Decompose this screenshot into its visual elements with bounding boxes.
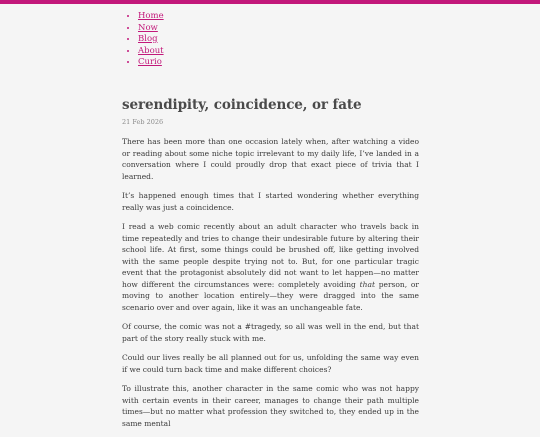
- nav-item-now: [138, 23, 164, 35]
- post-text: person, or moving to another location entirely—they were dragged into the same scenario over and over again, like it was an unchangeable fate.: [122, 279, 419, 312]
- post-title: serendipity, coincidence, or fate: [122, 97, 362, 113]
- post-paragraph: To illustrate this, another character in the same comic who was not happy with certain events in their career, manages to change their path multiple times—but no matter what profession they switched to, they ended up in the same mental: [122, 384, 419, 428]
- top-accent-bar: [0, 0, 540, 4]
- post-paragraph: There has been more than one occasion lately when, after watching a video or reading about some niche topic irrelevant to my daily life, I’ve landed in a conversation where I could proudly drop that exact piece of trivia that I learned.: [122, 137, 419, 181]
- nav-item-about: [138, 46, 164, 58]
- nav-link-blog[interactable]: Blog: [138, 34, 158, 44]
- nav-item-curio: [138, 57, 164, 69]
- post-emphasis: that: [359, 279, 375, 289]
- post-container: [122, 96, 419, 437]
- nav-item-blog: [138, 34, 164, 46]
- post-text: I read a web comic recently about an adult character who travels back in time repeatedly and tries to change their undesirable future by altering their school life. At first, some things could be brushed off, like getting involved with the same people despite trying not to. But, for one particular tragic event that the protagonist absolutely did not want to let happen—no matter how different the circumstances were: completely avoiding: [122, 222, 419, 289]
- nav-link-now[interactable]: Now: [138, 22, 158, 33]
- post-paragraph: [122, 221, 419, 313]
- post-paragraph: It’s happened enough times that I started wondering whether everything really was just a coincidence.: [122, 191, 419, 212]
- post-paragraph: Could our lives really be all planned out for us, unfolding the same way even if we could turn back time and make different choices?: [122, 353, 419, 374]
- nav-link-home[interactable]: Home: [138, 11, 164, 21]
- site-nav: [122, 11, 164, 69]
- nav-link-curio[interactable]: Curio: [138, 57, 162, 67]
- post-body: [122, 136, 419, 429]
- post-date: 21 Feb 2026: [122, 118, 164, 126]
- nav-item-home: [138, 11, 164, 23]
- post-paragraph: Of course, the comic was not a #tragedy, so all was well in the end, but that part of the story really stuck with me.: [122, 322, 419, 343]
- nav-link-about[interactable]: About: [138, 45, 164, 56]
